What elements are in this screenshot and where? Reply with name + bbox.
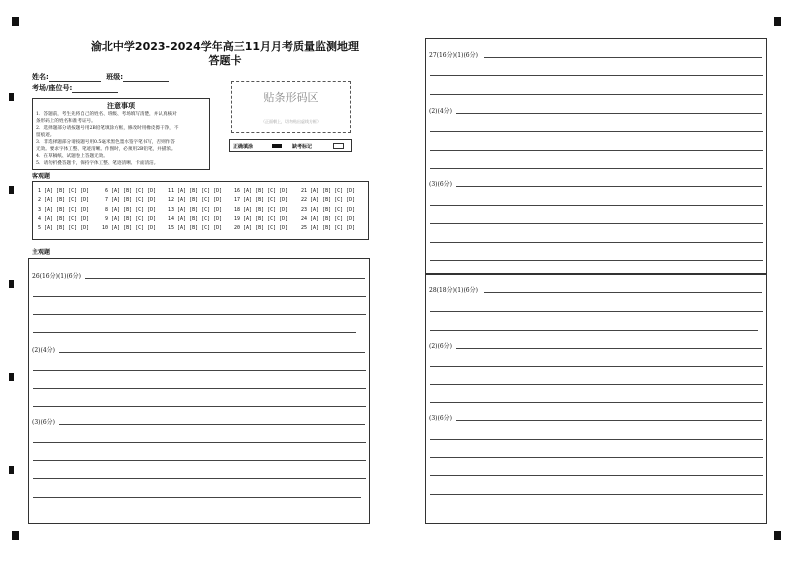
timing-mark	[9, 373, 14, 381]
mc-item[interactable]: 23 [A] [B] [C] [D]	[301, 207, 356, 213]
notice-line: 2．选择题部分请按题号用2B铅笔填涂方框，修改时用橡皮擦干净，不	[36, 126, 179, 131]
absent-checkbox[interactable]	[333, 143, 344, 149]
mc-item[interactable]: 18 [A] [B] [C] [D]	[234, 207, 289, 213]
mc-item[interactable]: 10 [A] [B] [C] [D]	[102, 225, 157, 231]
mc-item[interactable]: 24 [A] [B] [C] [D]	[301, 216, 356, 222]
page-title: 渝北中学2023-2024学年高三11月月考质量监测地理	[90, 40, 360, 53]
mc-item[interactable]: 15 [A] [B] [C] [D]	[168, 225, 223, 231]
answer-line[interactable]	[430, 475, 763, 476]
mc-item[interactable]: 2 [A] [B] [C] [D]	[38, 197, 90, 203]
mc-item[interactable]: 6 [A] [B] [C] [D]	[105, 188, 157, 194]
mc-item[interactable]: 25 [A] [B] [C] [D]	[301, 225, 356, 231]
answer-line[interactable]	[456, 113, 762, 114]
alignment-mark	[12, 17, 19, 26]
mc-item[interactable]: 1 [A] [B] [C] [D]	[38, 188, 90, 194]
answer-line[interactable]	[456, 186, 762, 187]
mc-item[interactable]: 13 [A] [B] [C] [D]	[168, 207, 223, 213]
answer-line[interactable]	[33, 460, 366, 461]
answer-line[interactable]	[430, 75, 763, 76]
answer-line[interactable]	[33, 332, 356, 333]
answer-line[interactable]	[430, 260, 763, 261]
notice-title: 注意事项	[107, 102, 135, 110]
timing-mark	[9, 186, 14, 194]
subjective-label: 主观题	[32, 249, 51, 256]
answer-line[interactable]	[430, 366, 763, 367]
mc-item[interactable]: 16 [A] [B] [C] [D]	[234, 188, 289, 194]
notice-line: 4．在草稿纸、试题卷上答题无效。	[36, 154, 108, 159]
answer-line[interactable]	[456, 420, 762, 421]
absent-mark-label: 缺考标记	[292, 144, 313, 150]
notice-line: 条形码上的姓名和准考证号。	[36, 119, 96, 124]
page-subtitle: 答题卡	[208, 54, 242, 67]
mc-item[interactable]: 3 [A] [B] [C] [D]	[38, 207, 90, 213]
q27-part2-label: (2)(4分)	[429, 108, 452, 115]
mc-item[interactable]: 14 [A] [B] [C] [D]	[168, 216, 223, 222]
q28-part1-label: 28(18分)(1)(6分)	[429, 287, 478, 294]
q26-part2-label: (2)(4分)	[32, 347, 55, 354]
answer-line[interactable]	[33, 296, 366, 297]
answer-line[interactable]	[85, 278, 365, 279]
timing-mark	[9, 93, 14, 101]
answer-line[interactable]	[59, 352, 365, 353]
answer-line[interactable]	[430, 150, 763, 151]
notice-line: 留痕迹。	[36, 133, 55, 138]
answer-line[interactable]	[430, 311, 763, 312]
answer-box-q27[interactable]	[425, 38, 767, 274]
answer-line[interactable]	[430, 402, 763, 403]
answer-box-q26[interactable]	[28, 258, 370, 524]
name-label: 姓名:	[32, 73, 49, 81]
mc-item[interactable]: 21 [A] [B] [C] [D]	[301, 188, 356, 194]
answer-line[interactable]	[430, 494, 763, 495]
q26-part1-label: 26(16分)(1)(6分)	[32, 273, 81, 280]
answer-line[interactable]	[430, 384, 763, 385]
q28-part3-label: (3)(6分)	[429, 415, 452, 422]
answer-line[interactable]	[430, 223, 763, 224]
notice-line: 无效。要求字体工整、笔迹清晰。作图时，必须用2B铅笔，并描浓。	[36, 147, 176, 152]
alignment-mark	[774, 17, 781, 26]
barcode-label: 贴条形码区	[263, 91, 319, 104]
fill-legend	[229, 139, 352, 152]
objective-box	[32, 181, 369, 240]
answer-line[interactable]	[33, 406, 366, 407]
answer-line[interactable]	[430, 330, 758, 331]
mc-item[interactable]: 7 [A] [B] [C] [D]	[105, 197, 157, 203]
answer-box-q28[interactable]	[425, 274, 767, 524]
answer-line[interactable]	[456, 348, 762, 349]
mc-item[interactable]: 20 [A] [B] [C] [D]	[234, 225, 289, 231]
mc-item[interactable]: 19 [A] [B] [C] [D]	[234, 216, 289, 222]
answer-line[interactable]	[430, 439, 763, 440]
mc-item[interactable]: 4 [A] [B] [C] [D]	[38, 216, 90, 222]
mc-item[interactable]: 12 [A] [B] [C] [D]	[168, 197, 223, 203]
answer-line[interactable]	[33, 442, 366, 443]
objective-label: 客观题	[32, 173, 51, 180]
exam-seat-label: 考场/座位号:	[32, 84, 73, 92]
answer-line[interactable]	[430, 131, 763, 132]
notice-line: 3．非选择题部分请按题号用0.5毫米黑色墨水签字笔书写，否则作答	[36, 140, 175, 145]
mc-item[interactable]: 17 [A] [B] [C] [D]	[234, 197, 289, 203]
correct-fill-label: 正确填涂	[233, 144, 254, 150]
answer-line[interactable]	[430, 242, 763, 243]
exam-seat-field[interactable]	[32, 83, 118, 93]
alignment-mark	[774, 531, 781, 540]
q27-part1-label: 27(16分)(1)(6分)	[429, 52, 478, 59]
q28-part2-label: (2)(6分)	[429, 343, 452, 350]
answer-line[interactable]	[430, 94, 763, 95]
q26-part3-label: (3)(6分)	[32, 419, 55, 426]
answer-line[interactable]	[430, 205, 763, 206]
mc-item[interactable]: 22 [A] [B] [C] [D]	[301, 197, 356, 203]
answer-line[interactable]	[33, 388, 366, 389]
class-label: 班级:	[106, 73, 124, 81]
answer-line[interactable]	[430, 457, 763, 458]
answer-line[interactable]	[33, 478, 366, 479]
mc-item[interactable]: 8 [A] [B] [C] [D]	[105, 207, 157, 213]
answer-line[interactable]	[59, 424, 365, 425]
notice-box	[32, 98, 210, 170]
answer-line[interactable]	[484, 57, 762, 58]
notice-line: 5．请勿折叠答题卡，保持字体工整、笔迹清晰、卡面清洁。	[36, 161, 159, 166]
answer-line[interactable]	[33, 497, 361, 498]
barcode-area	[231, 81, 351, 133]
mc-item[interactable]: 5 [A] [B] [C] [D]	[38, 225, 90, 231]
mc-item[interactable]: 9 [A] [B] [C] [D]	[105, 216, 157, 222]
timing-mark	[9, 466, 14, 474]
answer-line[interactable]	[484, 292, 762, 293]
name-field[interactable]	[32, 72, 169, 82]
barcode-hint: （正面朝上，切勿贴出虚线方框）	[261, 119, 321, 124]
answer-line[interactable]	[33, 370, 366, 371]
notice-line: 1．答题前，考生先将自己的姓名、班级、考场填写清楚，并认真核对	[36, 112, 177, 117]
answer-line[interactable]	[430, 168, 763, 169]
answer-line[interactable]	[33, 314, 366, 315]
filled-box-icon	[272, 144, 282, 148]
mc-item[interactable]: 11 [A] [B] [C] [D]	[168, 188, 223, 194]
q27-part3-label: (3)(6分)	[429, 181, 452, 188]
timing-mark	[9, 280, 14, 288]
alignment-mark	[12, 531, 19, 540]
